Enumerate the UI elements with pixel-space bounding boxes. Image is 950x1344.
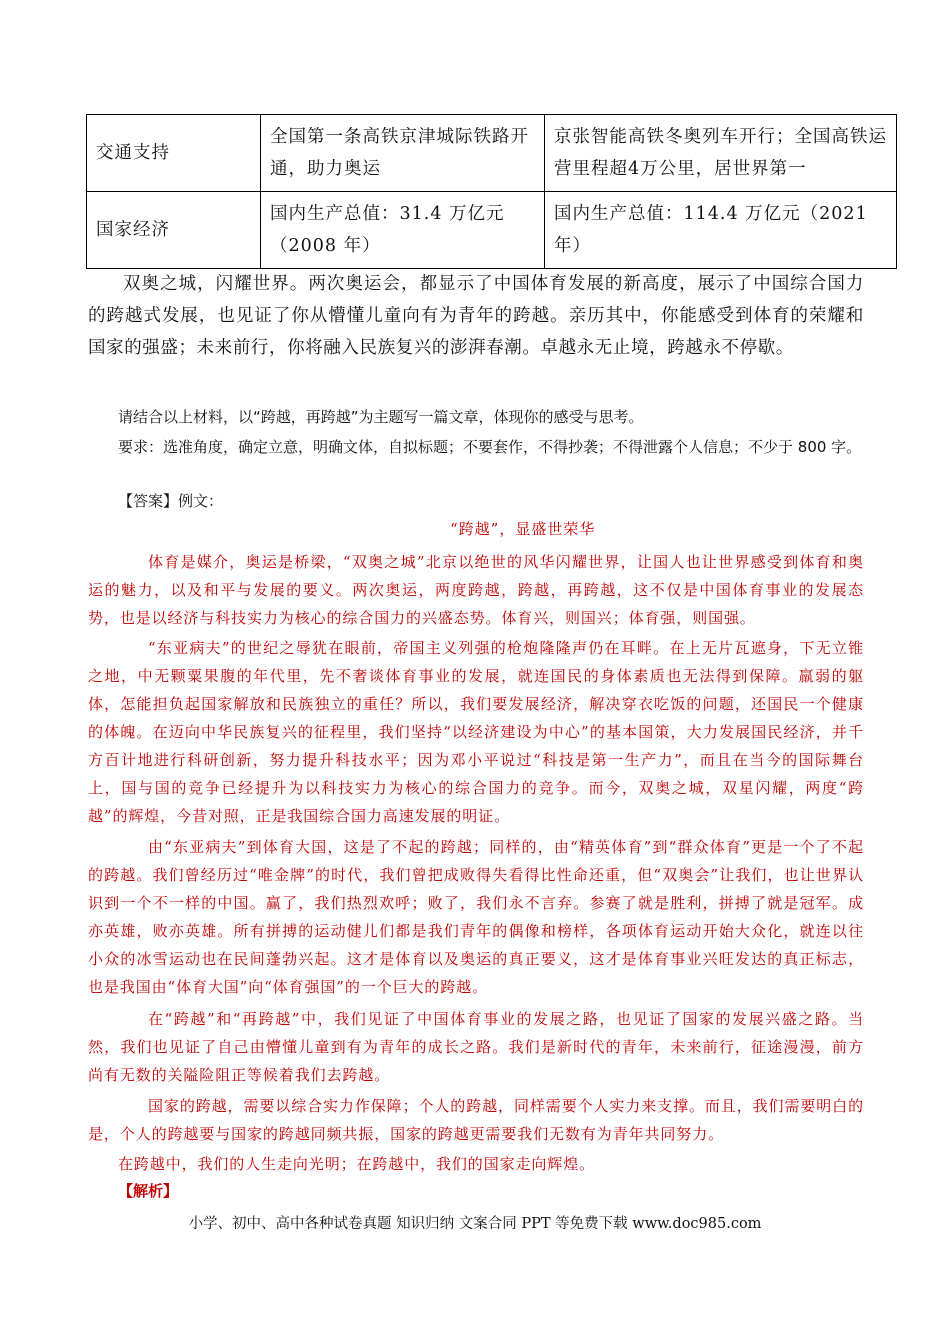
essay-paragraph: 由“东亚病夫”到体育大国，这是了不起的跨越；同样的，由“精英体育”到“群众体育”更是一个了不起的跨越。我们曾经历过“唯金牌”的时代，我们曾把成败得失看得比性命还重，但“双奥会”让我们，也让世界认识到一个不一样的中国。赢了，我们热烈欢呼；败了，我们永不言弃。参赛了就是胜利，拼搏了就是冠军。成亦英雄，败亦英雄。所有拼搏的运动健儿们都是我们青年的偶像和榜样，各项体育运动开始大众化，就连以往小众的冰雪运动也在民间蓬勃兴起。这才是体育以及奥运的真正要义，这才是体育事业兴旺发达的真正标志，也是我国由“体育大国”向“体育强国”的一个巨大的跨越。 <box>88 838 864 996</box>
row-label: 交通支持 <box>87 115 261 192</box>
essay-paragraph: 国家的跨越，需要以综合实力作保障；个人的跨越，同样需要个人实力来支撑。而且，我们需要明白的是，个人的跨越要与国家的跨越同频共振，国家的跨越更需要我们无数有为青年共同努力。 <box>88 1097 864 1143</box>
essay-title: “跨越”，显盛世荣华 <box>450 520 596 538</box>
essay-paragraph: 体育是媒介，奥运是桥梁，“双奥之城”北京以绝世的风华闪耀世界，让国人也让世界感受到体育和奥运的魅力，以及和平与发展的要义。两次奥运，两度跨越，跨越，再跨越，这不仅是中国体育事业的发展态势，也是以经济与科技实力为核心的综合国力的兴盛态势。体育兴，则国兴；体育强，则国强。 <box>88 553 864 627</box>
table-row <box>87 192 897 269</box>
comparison-table <box>86 114 897 269</box>
material-paragraph: 双奥之城，闪耀世界。两次奥运会，都显示了中国体育发展的新高度，展示了中国综合国力的跨越式发展，也见证了你从懵懂儿童向有为青年的跨越。亲历其中，你能感受到体育的荣耀和国家的强盛；未来前行，你将融入民族复兴的澎湃春潮。卓越永无止境，跨越永不停歇。 <box>88 274 864 358</box>
requirements: 要求：选准角度，确定立意，明确文体，自拟标题；不要套作，不得抄袭；不得泄露个人信息；不少于 800 字。 <box>118 438 862 456</box>
writing-prompt: 请结合以上材料，以“跨越，再跨越”为主题写一篇文章，体现你的感受与思考。 <box>118 408 644 426</box>
page-footer: 小学、初中、高中各种试卷真题 知识归纳 文案合同 PPT 等免费下载 www.doc985.com <box>188 1216 762 1232</box>
analysis-label: 【解析】 <box>118 1182 179 1200</box>
essay-paragraph: “东亚病夫”的世纪之辱犹在眼前，帝国主义列强的枪炮隆隆声仍在耳畔。在上无片瓦遮身，下无立锥之地，中无颗粟果腹的年代里，先不奢谈体育事业的发展，就连国民的身体素质也无法得到保障。羸弱的躯体，怎能担负起国家解放和民族独立的重任？所以，我们要发展经济，解决穿衣吃饭的问题，还国民一个健康的体魄。在迈向中华民族复兴的征程里，我们坚持“以经济建设为中心”的基本国策，大力发展国民经济，并千方百计地进行科研创新，努力提升科技水平；因为邓小平说过“科技是第一生产力”，而且在当今的国际舞台上，国与国的竞争已经提升为以科技实力为核心的综合国力的竞争。而今，双奥之城，双星闪耀，两度“跨越”的辉煌，今昔对照，正是我国综合国力高速发展的明证。 <box>88 639 864 825</box>
essay-paragraph: 在“跨越”和“再跨越”中，我们见证了中国体育事业的发展之路，也见证了国家的发展兴盛之路。当然，我们也见证了自己由懵懂儿童到有为青年的成长之路。我们是新时代的青年，未来前行，征途漫漫，前方尚有无数的关隘险阻正等候着我们去跨越。 <box>88 1010 864 1084</box>
answer-label: 【答案】例文： <box>118 492 224 510</box>
row-label: 国家经济 <box>87 192 261 269</box>
table-cell: 京张智能高铁冬奥列车开行；全国高铁运营里程超4万公里，居世界第一 <box>545 115 897 192</box>
essay-paragraph: 在跨越中，我们的人生走向光明；在跨越中，我们的国家走向辉煌。 <box>118 1155 596 1173</box>
table-cell: 国内生产总值：114.4 万亿元（2021年） <box>545 192 897 269</box>
table-cell: 全国第一条高铁京津城际铁路开通，助力奥运 <box>261 115 545 192</box>
table-row <box>87 115 897 192</box>
table-cell: 国内生产总值：31.4 万亿元（2008 年） <box>261 192 545 269</box>
